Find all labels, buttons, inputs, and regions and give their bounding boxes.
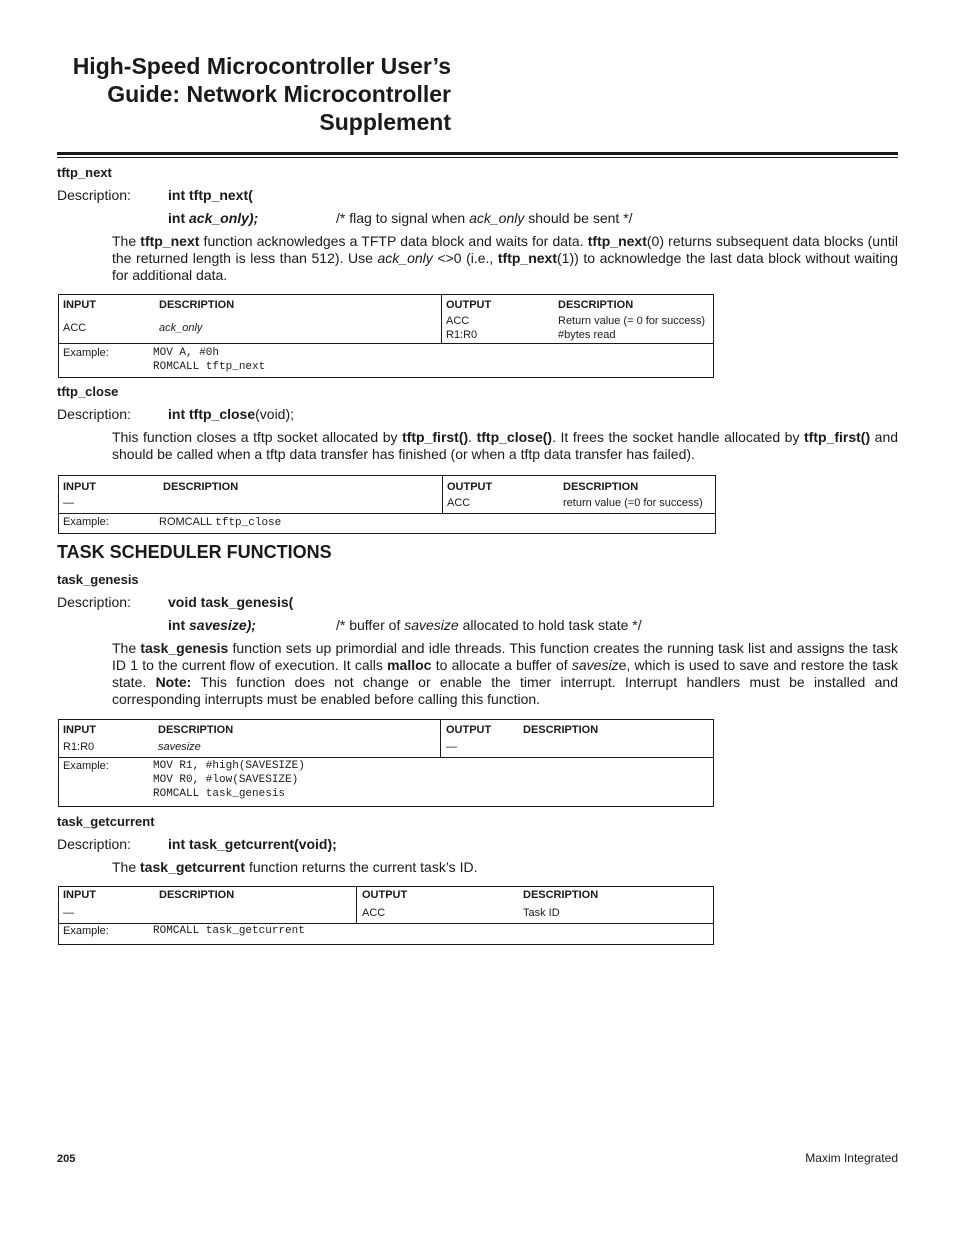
title-line-3: Supplement (319, 109, 451, 135)
example-code-line: ROMCALL task_getcurrent (153, 925, 305, 937)
task-genesis-heading: task_genesis (57, 572, 139, 587)
tftp-next-param-comment: /* flag to signal when ack_only should be sent */ (336, 210, 633, 226)
task-genesis-description: The task_genesis function sets up primordial and idle threads. This function creates the running task list and assigns the task ID 1 to the current flow of execution. It calls malloc to allocate a buffer of savesize, which is used to save and restore the task state. Note: This function does not change or enable the timer interrupt. Interrupt handlers must be installed and corresponding interrupts must be enabled before calling this function. (112, 640, 899, 707)
table-divider (441, 294, 442, 343)
table-header-output: OUTPUT (446, 299, 492, 311)
table-header-output: OUTPUT (447, 481, 493, 493)
footer-company: Maxim Integrated (805, 1151, 898, 1165)
table-divider (58, 757, 713, 758)
example-label: Example: (63, 760, 109, 772)
task-getcurrent-description: The task_getcurrent function returns the current task’s ID. (112, 859, 478, 875)
tftp-close-description: This function closes a tftp socket allocated by tftp_first(). tftp_close(). It frees the socket handle allocated by tftp_first() and should be called when a tftp data transfer has finished (or when a tftp data transfer has failed). (112, 429, 899, 462)
table-header-output-description: DESCRIPTION (563, 481, 639, 493)
example-code-line: ROMCALL tftp_close (159, 516, 282, 529)
header-rule-thin (57, 157, 898, 158)
title-line-1: High-Speed Microcontroller User’s (72, 53, 451, 79)
document-title (73, 52, 451, 136)
task-getcurrent-prototype: int task_getcurrent(void); (168, 836, 337, 852)
page-number: 205 (57, 1153, 76, 1165)
task-getcurrent-heading: task_getcurrent (57, 814, 155, 829)
example-label: Example: (63, 347, 109, 359)
table-header-output: OUTPUT (362, 889, 408, 901)
task-genesis-prototype-line1: void task_genesis( (168, 594, 294, 610)
table-divider (440, 719, 441, 757)
example-code-line: MOV R1, #high(SAVESIZE) (153, 760, 305, 772)
task-genesis-prototype-line2: int savesize); (168, 617, 256, 633)
example-code-line: MOV R0, #low(SAVESIZE) (153, 774, 299, 786)
table-header-output-description: DESCRIPTION (558, 299, 634, 311)
table-header-input: INPUT (63, 481, 96, 493)
table-header-output-description: DESCRIPTION (523, 724, 599, 736)
table-cell: ACC (63, 322, 87, 334)
table-cell: ACC (362, 907, 386, 919)
table-divider (58, 343, 713, 344)
table-cell: ACC (446, 315, 470, 327)
table-cell: — (63, 497, 74, 509)
header-rule-thick (57, 152, 898, 155)
table-cell: R1:R0 (63, 741, 95, 753)
table-cell: — (63, 907, 74, 919)
tftp-next-desc-label: Description: (57, 187, 131, 203)
section-heading: TASK SCHEDULER FUNCTIONS (57, 542, 332, 562)
table-header-input: INPUT (63, 889, 96, 901)
tftp-next-heading: tftp_next (57, 165, 112, 180)
tftp-next-description: The tftp_next function acknowledges a TFTP data block and waits for data. tftp_next(0) returns subsequent data blocks (until the returned length is less than 512). Use ack_only <>0 (i.e., tftp_next(1)) to acknowledge the last data block without waiting for additional data. (112, 233, 898, 283)
table-header-input: INPUT (63, 724, 96, 736)
table-header-description: DESCRIPTION (159, 299, 235, 311)
task-genesis-param-comment: /* buffer of savesize allocated to hold task state */ (336, 617, 642, 633)
tftp-close-desc-label: Description: (57, 406, 131, 422)
table-cell: — (446, 741, 457, 753)
table-cell: Task ID (523, 907, 560, 919)
table-divider (356, 886, 357, 923)
example-code-line: ROMCALL tftp_next (153, 361, 266, 373)
example-code-line: MOV A, #0h (153, 347, 220, 359)
tftp-next-prototype-line2: int ack_only); (168, 210, 259, 226)
table-header-description: DESCRIPTION (163, 481, 239, 493)
table-divider (442, 475, 443, 513)
table-cell: R1:R0 (446, 329, 478, 341)
table-divider (58, 923, 713, 924)
table-header-output-description: DESCRIPTION (523, 889, 599, 901)
tftp-close-heading: tftp_close (57, 384, 119, 399)
table-cell: ack_only (159, 322, 203, 334)
table-cell: ACC (447, 497, 471, 509)
example-label: Example: (63, 925, 109, 937)
tftp-close-prototype: int tftp_close(void); (168, 406, 295, 422)
task-genesis-desc-label: Description: (57, 594, 131, 610)
example-code-line: ROMCALL task_genesis (153, 788, 286, 800)
title-line-2: Guide: Network Microcontroller (107, 81, 451, 107)
table-cell: Return value (= 0 for success) (558, 315, 706, 327)
table-cell: #bytes read (558, 329, 616, 341)
task-getcurrent-desc-label: Description: (57, 836, 131, 852)
table-header-description: DESCRIPTION (159, 889, 235, 901)
table-header-output: OUTPUT (446, 724, 492, 736)
table-header-input: INPUT (63, 299, 96, 311)
table-divider (58, 513, 715, 514)
table-header-description: DESCRIPTION (158, 724, 234, 736)
table-cell: savesize (158, 741, 201, 753)
example-label: Example: (63, 516, 109, 528)
tftp-next-prototype-line1: int tftp_next( (168, 187, 253, 203)
table-cell: return value (=0 for success) (563, 497, 703, 509)
